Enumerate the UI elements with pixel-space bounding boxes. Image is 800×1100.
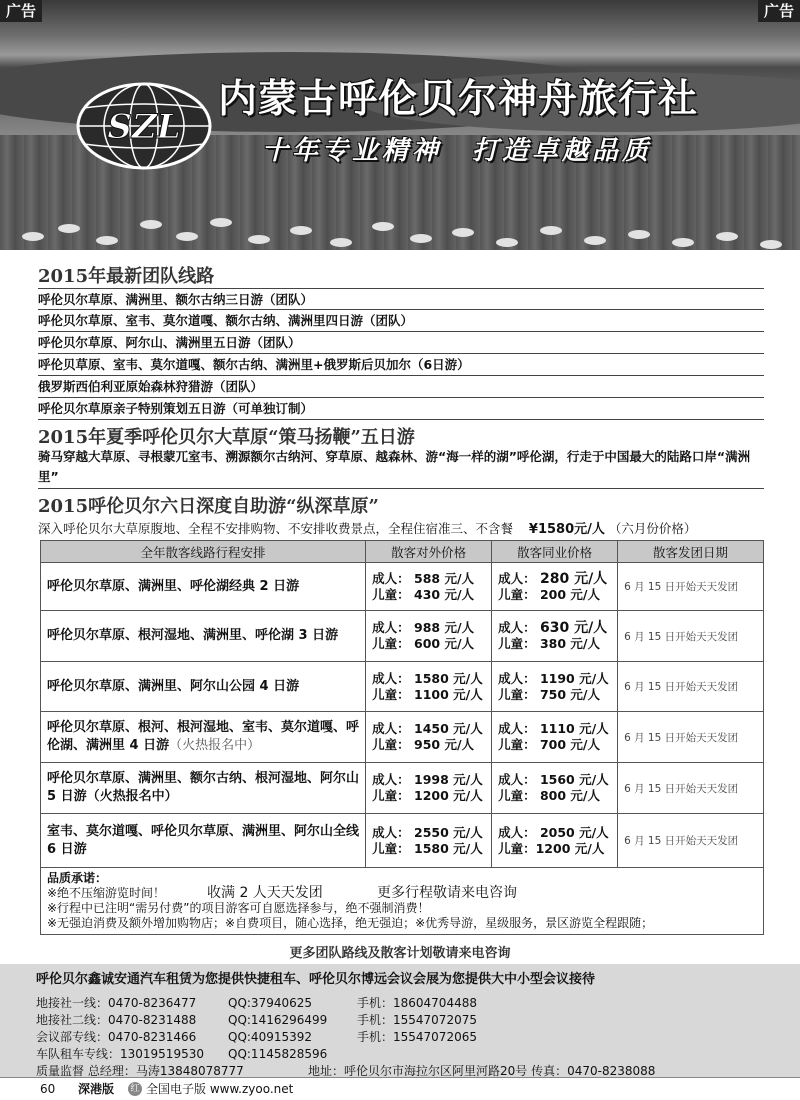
self-tour-price-note: （六月份价格） — [608, 521, 697, 536]
table-row — [41, 763, 764, 814]
contact-list — [36, 995, 655, 1080]
banner-image — [0, 0, 800, 250]
divider — [38, 488, 764, 489]
depart-date-cell: 6 月 15 日开始天天发团 — [618, 763, 764, 814]
table-row — [41, 662, 764, 712]
quality-promise-title: 品质承诺： — [47, 871, 108, 885]
route-item: 呼伦贝尔草原、满洲里、额尔古纳三日游（团队） — [38, 288, 764, 310]
header-trade-price: 散客同业价格 — [492, 541, 618, 563]
trade-price-cell: 成人： 1190 元/人 儿童： 750 元/人 — [492, 662, 618, 712]
trade-price-cell: 成人： 1110 元/人 儿童： 700 元/人 — [492, 712, 618, 763]
route-cell: 呼伦贝尔草原、根河、根河湿地、室韦、莫尔道嘎、呼伦湖、满洲里 4 日游（火热报名中） — [41, 712, 366, 763]
contact-row: 会议部专线：0470-8231466 QQ:40915392 手机：15547072065 — [36, 1030, 477, 1044]
agency-logo-globe-icon — [74, 80, 214, 172]
team-routes-list — [38, 288, 764, 420]
self-tour-desc — [38, 518, 778, 537]
route-cell: 室韦、莫尔道嘎、呼伦贝尔草原、满洲里、阿尔山全线 6 日游 — [41, 814, 366, 868]
route-cell: 呼伦贝尔草原、满洲里、呼伦湖经典 2 日游 — [41, 563, 366, 611]
depart-date-cell: 6 月 15 日开始天天发团 — [618, 611, 764, 662]
more-routes-note: 更多行程敬请来电咨询 — [377, 885, 517, 901]
depart-date-cell: 6 月 15 日开始天天发团 — [618, 563, 764, 611]
quality-promise-line2: ※行程中已注明“需另付费”的项目游客可自愿选择参与，绝不强制消费！ — [47, 901, 430, 915]
table-row — [41, 712, 764, 763]
edition-badge-icon: 红 — [128, 1082, 142, 1096]
trade-price-cell: 成人： 2050 元/人 儿童：1200 元/人 — [492, 814, 618, 868]
route-cell: 呼伦贝尔草原、满洲里、阿尔山公园 4 日游 — [41, 662, 366, 712]
quality-promise-cell — [41, 868, 764, 935]
agency-name: 内蒙古呼伦贝尔神舟旅行社 — [218, 76, 699, 122]
trade-price-cell: 成人： 630 元/人 儿童： 380 元/人 — [492, 611, 618, 662]
header-route: 全年散客线路行程安排 — [41, 541, 366, 563]
route-item: 呼伦贝尔草原、阿尔山、满洲里五日游（团队） — [38, 332, 764, 354]
summer-tour-desc: 骑马穿越大草原、寻根蒙兀室韦、溯源额尔古纳河、穿草原、越森林、游“海一样的湖”呼伦湖，行走于中国最大的陆路口岸“满洲里” — [38, 449, 751, 484]
depart-date-cell: 6 月 15 日开始天天发团 — [618, 814, 764, 868]
price-table — [40, 540, 764, 935]
public-price-cell: 成人： 2550 元/人 儿童： 1580 元/人 — [366, 814, 492, 868]
public-price-cell: 成人： 1580 元/人 儿童： 1100 元/人 — [366, 662, 492, 712]
trade-price-cell: 成人： 280 元/人 儿童： 200 元/人 — [492, 563, 618, 611]
self-tour-price: ¥1580元/人 — [528, 522, 605, 537]
quality-promise-line1: ※绝不压缩游览时间！ 收满 2 人天天发团 更多行程敬请来电咨询 — [47, 885, 517, 901]
quality-promise-row — [41, 868, 764, 935]
team-routes-title: 2015年最新团队线路 — [38, 266, 215, 287]
contact-headline: 呼伦贝尔鑫诚安通汽车租赁为您提供快捷租车、呼伦贝尔博远会议会展为您提供大中小型会议接待 — [36, 972, 596, 987]
route-item: 呼伦贝尔草原亲子特别策划五日游（可单独订制） — [38, 398, 764, 420]
summer-tour-title: 2015年夏季呼伦贝尔大草原“策马扬鞭”五日游 — [38, 427, 415, 448]
contact-row: 质量监督 总经理：马涛13848078777 地址：呼伦贝尔市海拉尔区阿里河路20号 传真：0470-8238088 — [36, 1064, 656, 1078]
logo-text: SZL — [107, 107, 181, 147]
route-item: 俄罗斯西伯利亚原始森林狩猎游（团队） — [38, 376, 764, 398]
public-price-cell: 成人： 988 元/人 儿童： 600 元/人 — [366, 611, 492, 662]
table-row — [41, 563, 764, 611]
contact-row: 地接社一线：0470-8236477 QQ:37940625 手机：18604704488 — [36, 996, 477, 1010]
more-info-line: 更多团队路线及散客计划敬请来电咨询 — [289, 946, 511, 961]
self-tour-title: 2015呼伦贝尔六日深度自助游“纵深草原” — [38, 496, 379, 517]
min-group-note: 收满 2 人天天发团 — [207, 885, 323, 901]
ad-label-left: 广告 — [0, 0, 42, 22]
page-footer — [0, 1077, 800, 1100]
table-row — [41, 814, 764, 868]
contact-row: 车队租车专线：13019519530 QQ:1145828596 — [36, 1047, 328, 1061]
trade-price-cell: 成人： 1560 元/人 儿童： 800 元/人 — [492, 763, 618, 814]
header-depart-date: 散客发团日期 — [618, 541, 764, 563]
quality-promise-line3: ※无强迫消费及额外增加购物店；※自费项目，随心选择，绝无强迫；※优秀导游，星级服务，景区游览全程跟随； — [47, 916, 654, 930]
table-row — [41, 611, 764, 662]
route-item: 呼伦贝草原、室韦、莫尔道嘎、额尔古纳、满洲里+俄罗斯后贝加尔（6日游） — [38, 354, 764, 376]
public-price-cell: 成人： 1450 元/人 儿童： 950 元/人 — [366, 712, 492, 763]
route-item: 呼伦贝尔草原、室韦、莫尔道嘎、额尔古纳、满洲里四日游（团队） — [38, 310, 764, 332]
route-cell: 呼伦贝尔草原、满洲里、额尔古纳、根河湿地、阿尔山 5 日游（火热报名中） — [41, 763, 366, 814]
route-cell: 呼伦贝尔草原、根河湿地、满洲里、呼伦湖 3 日游 — [41, 611, 366, 662]
depart-date-cell: 6 月 15 日开始天天发团 — [618, 662, 764, 712]
website-link[interactable]: 全国电子版 www.zyoo.net — [146, 1082, 294, 1096]
public-price-cell: 成人： 1998 元/人 儿童： 1200 元/人 — [366, 763, 492, 814]
public-price-cell: 成人： 588 元/人 儿童： 430 元/人 — [366, 563, 492, 611]
header-public-price: 散客对外价格 — [366, 541, 492, 563]
page-number: 60 — [40, 1082, 56, 1096]
agency-slogan: 十年专业精神 打造卓越品质 — [262, 136, 653, 166]
contact-row: 地接社二线：0470-8231488 QQ:1416296499 手机：15547072075 — [36, 1013, 477, 1027]
ad-label-right: 广告 — [758, 0, 800, 22]
self-tour-desc-text: 深入呼伦贝尔大草原腹地、全程不安排购物、不安排收费景点，全程住宿准三、不含餐 — [38, 521, 514, 536]
edition-label: 深港版 — [78, 1082, 115, 1096]
table-header-row — [41, 541, 764, 563]
depart-date-cell: 6 月 15 日开始天天发团 — [618, 712, 764, 763]
